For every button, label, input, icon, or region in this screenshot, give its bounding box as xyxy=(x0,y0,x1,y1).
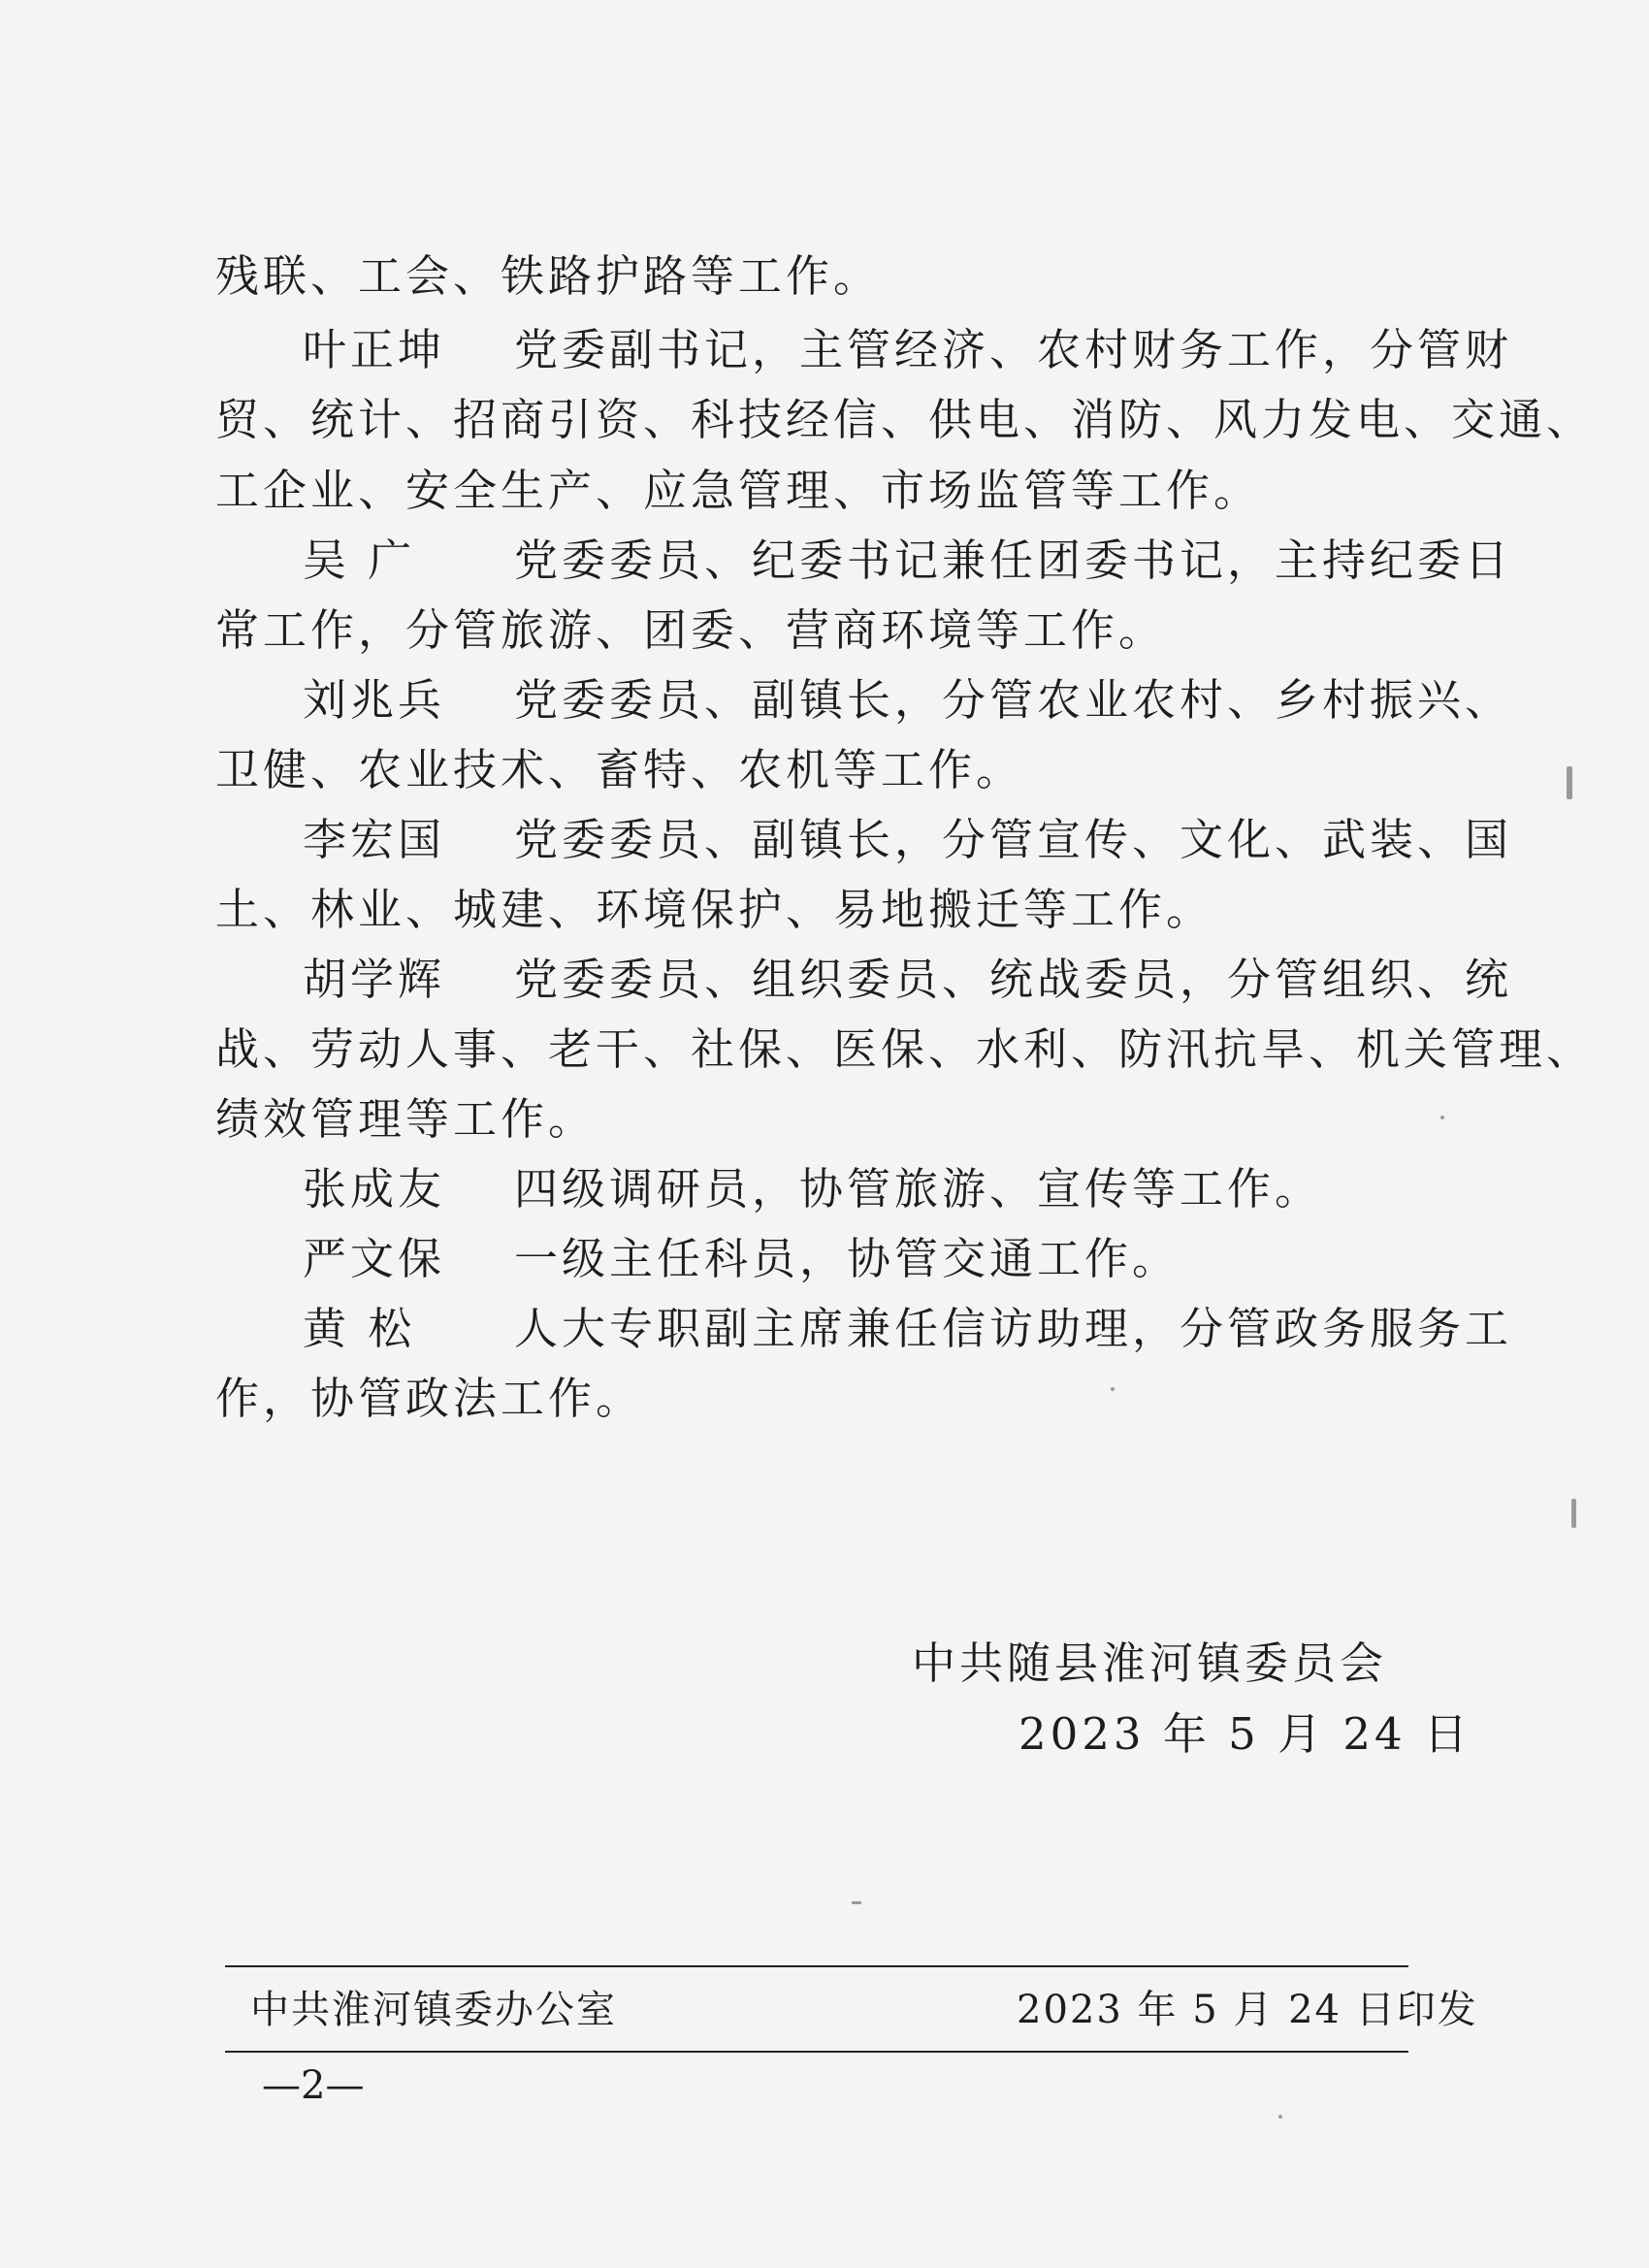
signing-date: 2023 年 5 月 24 日 xyxy=(1018,1708,1471,1760)
person-name: 刘兆兵 xyxy=(303,674,446,726)
assignment-line xyxy=(303,674,1513,726)
body-line-text: 一级主任科员，协管交通工作。 xyxy=(514,1233,1180,1284)
body-line-text: 土、林业、城建、环境保护、易地搬迁等工作。 xyxy=(215,884,1214,935)
person-name: 李宏国 xyxy=(303,814,446,865)
scan-mark xyxy=(1440,1116,1444,1119)
body-line xyxy=(215,394,1595,445)
body-line-text: 残联、工会、铁路护路等工作。 xyxy=(215,250,882,302)
body-line xyxy=(215,250,882,302)
assignment-line xyxy=(303,954,1513,1005)
footer-issue-date: 2023 年 5 月 24 日印发 xyxy=(1017,1988,1478,2032)
assignment-line xyxy=(303,1163,1323,1215)
body-line-text: 战、劳动人事、老干、社保、医保、水利、防汛抗旱、机关管理、 xyxy=(215,1023,1595,1075)
body-line-text: 党委委员、副镇长，分管宣传、文化、武装、国 xyxy=(514,814,1513,865)
footer-top-rule xyxy=(225,1965,1408,1967)
body-line-text: 作，协管政法工作。 xyxy=(215,1373,644,1424)
scan-mark xyxy=(1278,2115,1282,2119)
scan-mark xyxy=(1571,1499,1576,1528)
body-line xyxy=(215,1023,1595,1075)
assignment-line xyxy=(303,814,1513,865)
person-name: 张成友 xyxy=(303,1163,446,1215)
person-name: 吴 广 xyxy=(303,535,416,586)
body-line-text: 党委委员、副镇长，分管农业农村、乡村振兴、 xyxy=(514,674,1513,726)
person-name: 黄 松 xyxy=(303,1303,416,1354)
footer-issuer: 中共淮河镇委办公室 xyxy=(250,1988,617,2032)
body-line-text: 贸、统计、招商引资、科技经信、供电、消防、风力发电、交通、 xyxy=(215,394,1595,445)
body-line xyxy=(215,744,1024,795)
assignment-line xyxy=(303,324,1513,375)
body-line-text: 党委委员、纪委书记兼任团委书记，主持纪委日 xyxy=(514,535,1513,586)
person-name: 胡学辉 xyxy=(303,954,446,1005)
person-name: 叶正坤 xyxy=(303,324,446,375)
page-number: —2— xyxy=(262,2063,365,2108)
assignment-line xyxy=(303,1303,1513,1354)
body-line-text: 工企业、安全生产、应急管理、市场监管等工作。 xyxy=(215,465,1262,516)
body-line-text: 绩效管理等工作。 xyxy=(215,1093,597,1145)
body-line xyxy=(215,1373,644,1424)
footer-bottom-rule xyxy=(225,2051,1408,2053)
body-line-text: 常工作，分管旅游、团委、营商环境等工作。 xyxy=(215,604,1167,656)
body-line-text: 四级调研员，协管旅游、宣传等工作。 xyxy=(514,1163,1323,1215)
body-line-text: 人大专职副主席兼任信访助理，分管政务服务工 xyxy=(514,1303,1513,1354)
body-line xyxy=(215,465,1262,516)
assignment-line xyxy=(303,1233,1180,1284)
body-line-text: 卫健、农业技术、畜特、农机等工作。 xyxy=(215,744,1024,795)
signing-organization: 中共随县淮河镇委员会 xyxy=(912,1637,1388,1689)
scan-mark xyxy=(1567,766,1572,799)
body-line-text: 党委委员、组织委员、统战委员，分管组织、统 xyxy=(514,954,1513,1005)
scan-mark xyxy=(1111,1387,1115,1391)
scan-mark xyxy=(852,1901,861,1904)
body-line xyxy=(215,884,1214,935)
assignment-line xyxy=(303,535,1513,586)
body-line-text: 党委副书记，主管经济、农村财务工作，分管财 xyxy=(514,324,1513,375)
person-name: 严文保 xyxy=(303,1233,446,1284)
body-line xyxy=(215,1093,597,1145)
body-line xyxy=(215,604,1167,656)
